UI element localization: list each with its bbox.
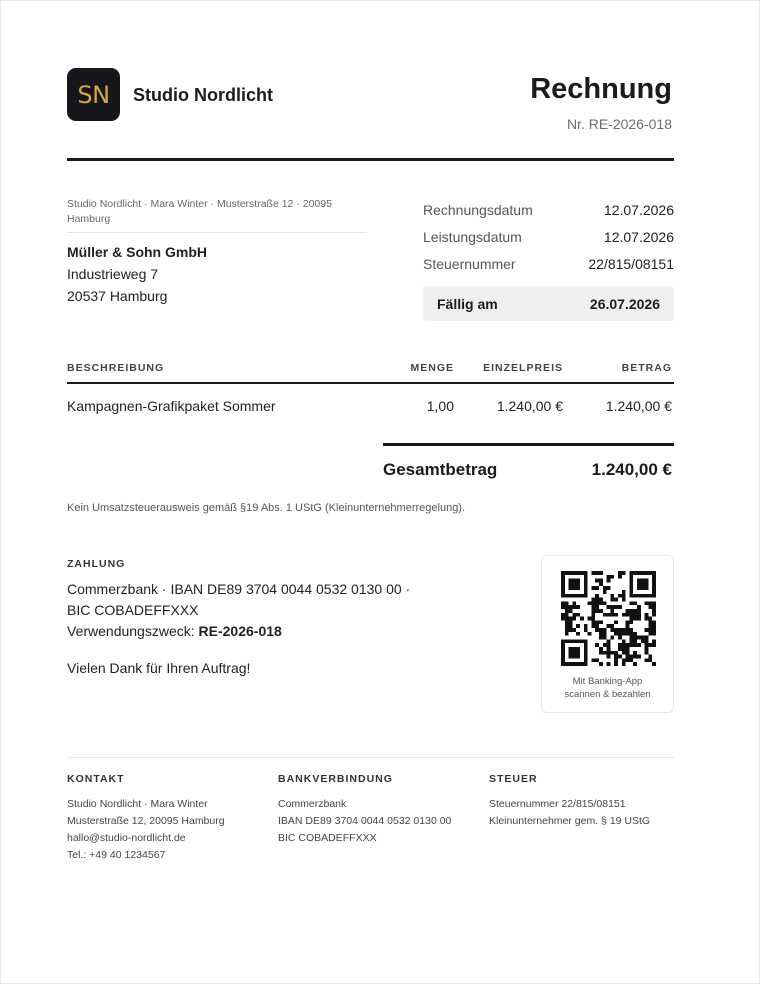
row-amount: 1.240,00 € xyxy=(605,398,672,414)
due-label: Fällig am xyxy=(437,295,498,312)
qr-caption-line-1: Mit Banking-App xyxy=(572,676,643,687)
qr-caption-line-2: scannen & bezahlen xyxy=(564,689,651,700)
due-value: 26.07.2026 xyxy=(589,295,660,312)
meta-value: 22/815/08151 xyxy=(588,256,674,272)
footer-divider xyxy=(67,757,674,758)
recipient-address xyxy=(67,241,207,307)
footer-contact xyxy=(67,773,267,864)
table-header-divider xyxy=(67,382,674,384)
meta-row-tax-number xyxy=(423,253,674,280)
invoice-meta xyxy=(423,199,674,280)
footer-line: Kleinunternehmer gem. § 19 UStG xyxy=(489,815,651,827)
sender-return-address: Studio Nordlicht · Mara Winter · Musterstraße 12 · 20095 Hamburg xyxy=(67,197,367,233)
meta-label: Leistungsdatum xyxy=(423,229,522,245)
qr-payment-card xyxy=(541,555,674,713)
row-quantity: 1,00 xyxy=(426,398,454,414)
footer-email: hallo@studio-nordlicht.de xyxy=(67,832,186,844)
meta-label: Steuernummer xyxy=(423,256,516,272)
footer-line: Steuernummer 22/815/08151 xyxy=(489,798,626,810)
thank-you-note: Vielen Dank für Ihren Auftrag! xyxy=(67,660,251,676)
meta-label: Rechnungsdatum xyxy=(423,202,533,218)
payment-details xyxy=(67,579,437,642)
recipient-city: 20537 Hamburg xyxy=(67,288,168,304)
payment-reference-label: Verwendungszweck: xyxy=(67,623,195,639)
meta-value: 12.07.2026 xyxy=(603,229,674,245)
footer-line: Commerzbank xyxy=(278,798,347,810)
footer-bank-heading: BANKVERBINDUNG xyxy=(278,773,393,785)
due-date-box xyxy=(423,286,674,321)
footer-phone: Tel.: +49 40 1234567 xyxy=(67,849,166,861)
footer-line: IBAN DE89 3704 0044 0532 0130 00 xyxy=(278,815,452,827)
column-header-unit-price: EINZELPREIS xyxy=(483,362,563,374)
total-value: 1.240,00 € xyxy=(591,460,672,479)
payment-reference xyxy=(67,621,437,642)
column-header-description: BESCHREIBUNG xyxy=(67,362,165,374)
footer-bank xyxy=(278,773,478,847)
meta-value: 12.07.2026 xyxy=(603,202,674,218)
footer-line: Studio Nordlicht · Mara Winter xyxy=(67,798,208,810)
total-label: Gesamtbetrag xyxy=(383,460,498,479)
document-number: Nr. RE-2026-018 xyxy=(566,116,672,132)
footer-tax-heading: STEUER xyxy=(489,773,538,785)
payment-heading: ZAHLUNG xyxy=(67,558,126,570)
recipient-name: Müller & Sohn GmbH xyxy=(67,244,207,260)
qr-code-icon xyxy=(561,571,656,666)
footer-line: BIC COBADEFFXXX xyxy=(278,832,377,844)
footer-tax xyxy=(489,773,689,830)
total-divider xyxy=(383,443,674,446)
column-header-amount: BETRAG xyxy=(621,362,672,374)
tax-note: Kein Umsatzsteuerausweis gemäß §19 Abs. 1 UStG (Kleinunternehmerregelung). xyxy=(67,502,466,514)
recipient-street: Industrieweg 7 xyxy=(67,266,159,282)
payment-bank-line: Commerzbank · IBAN DE89 3704 0044 0532 0130 00 · BIC COBADEFFXXX xyxy=(67,581,411,618)
brand-name: Studio Nordlicht xyxy=(133,85,273,105)
row-description: Kampagnen-Grafikpaket Sommer xyxy=(67,398,276,414)
column-header-quantity: MENGE xyxy=(410,362,454,374)
meta-row-invoice-date xyxy=(423,199,674,226)
row-unit-price: 1.240,00 € xyxy=(496,398,563,414)
header-divider xyxy=(67,158,674,161)
payment-reference-value: RE-2026-018 xyxy=(198,623,282,639)
footer-line: Musterstraße 12, 20095 Hamburg xyxy=(67,815,225,827)
document-title: Rechnung xyxy=(530,73,672,105)
brand-logo xyxy=(67,68,120,121)
meta-row-service-date xyxy=(423,226,674,253)
qr-caption xyxy=(542,675,673,701)
footer-contact-heading: KONTAKT xyxy=(67,773,125,785)
brand-logo-text: SN xyxy=(77,80,110,109)
